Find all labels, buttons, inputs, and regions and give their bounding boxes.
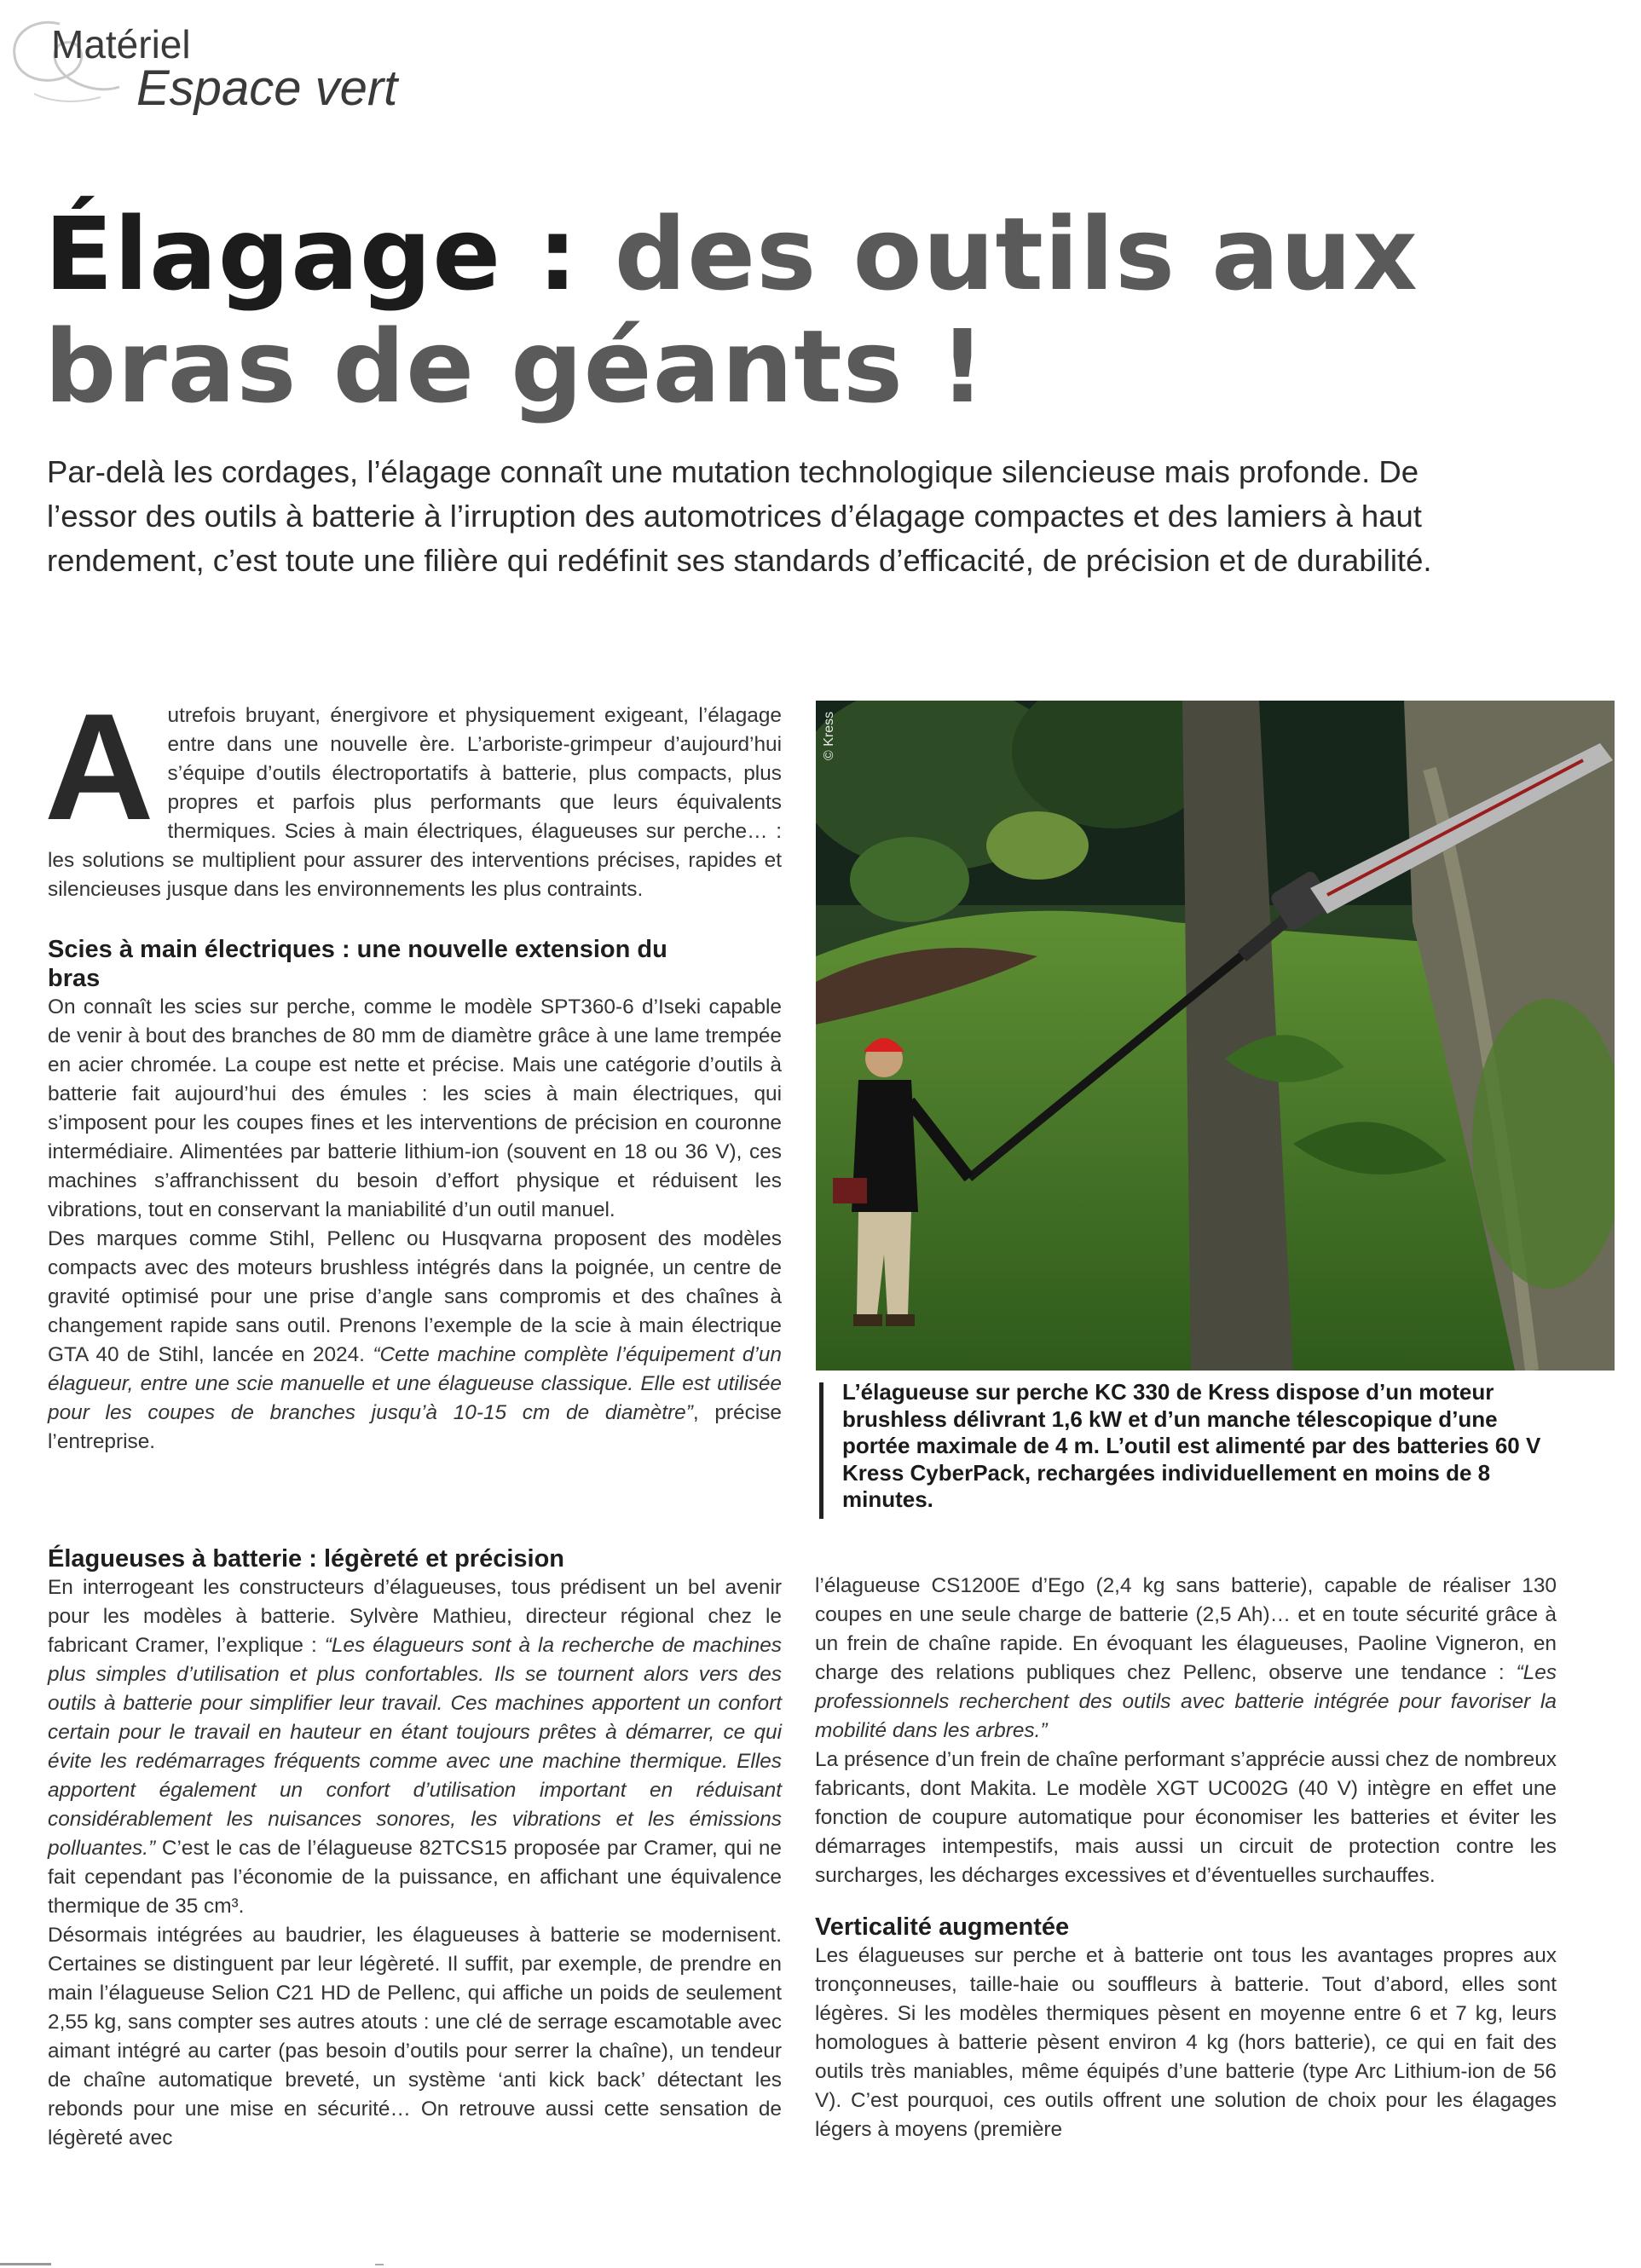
headline-part2: des outils aux bras de géants ! [44, 195, 1419, 425]
page-bottom-edge [0, 2260, 1641, 2268]
caption-rule [819, 1382, 823, 1519]
section2-paragraph-1 [48, 1573, 782, 1921]
left-column-lower [48, 1544, 782, 2153]
right-paragraph-3: Les élagueuses sur perche et à batterie ont tous les avantages propres aux tronçonneuses, taille-haie ou souffleurs à batterie. Tout d’abord, elles sont légères. Si les modèles thermiques pèsent en moyenne entre 6 et 7 kg, leurs homologues à batterie pèsent environ 4 kg (hors batterie), ce qui en fait des outils très maniables, même équipés d’une batterie (type Arc Lithium-ion de 56 V). C’est pourquoi, ces outils offrent une solution de choix pour les élagages légers à moyens (première [815, 1944, 1557, 2141]
section1-p2-quote: “Cette machine complète l’équipement d’un élagueur, entre une scie manuelle et une élagueuse classique. Elle est utilisée pour les coupes de branches jusqu’à 10-15 cm de diamètre” [48, 1343, 782, 1424]
article-photo [816, 701, 1615, 1371]
drop-cap: A [44, 682, 154, 851]
verticalite-heading: Verticalité augmentée [815, 1913, 1070, 1941]
section1-heading: Scies à main électriques : une nouvelle extension du bras [48, 936, 667, 992]
intro-paragraph [44, 682, 782, 904]
headline-part1: Élagage : [44, 195, 579, 313]
section2-paragraph-2: Désormais intégrées au baudrier, les élagueuses à batterie se modernisent. Certaines se distinguent par leur légèreté. Il suffit, par exemple, de prendre en main l’élagueuse Selion C21 HD de Pellenc, qui affiche un poids de seulement 2,55 kg, sans compter ses autres atouts : une clé de serrage escamotable avec aimant intégré au carter (pas besoin d’outils pour serrer la chaîne), un tendeur de chaîne automatique breveté, un système ‘anti kick back’ détectant les rebonds pour une mise en sécurité… On retrouve aussi cette sensation de légèreté avec [48, 1924, 782, 2150]
section-title: Matériel [51, 22, 191, 66]
section1-p2-end: , précise l’entreprise. [48, 1401, 782, 1453]
photo-credit: © Kress [822, 711, 836, 760]
left-column-upper [44, 682, 782, 1457]
article-headline [44, 195, 1579, 425]
section2-heading: Élagueuses à batterie : légèreté et précision [48, 1545, 565, 1573]
intro-text: utrefois bruyant, énergivore et physiquement exigeant, l’élagage entre dans une nouvelle ère. L’arboriste-grimpeur d’aujourd’hui s’équipe d’outils électroportatifs à batterie, plus compacts, plus propres et parfois plus performants que leurs équivalents thermiques. Scies à main électriques, élagueuses sur perche… : les solutions se multiplient pour assurer des interventions précises, rapides et silencieuses jusque dans les environnements les plus contraints. [48, 704, 782, 901]
right-paragraph-2: La présence d’un frein de chaîne performant s’apprécie aussi chez de nombreux fabricants, dont Makita. Le modèle XGT UC002G (40 V) intègre en effet une fonction de coupure automatique pour économiser les batteries et éviter les démarrages intempestifs, mais aussi un circuit de protection contre les surcharges, les décharges excessives et d’éventuelles surchauffes. [815, 1748, 1557, 1887]
section1-p2-start: Des marques comme Stihl, Pellenc ou Husqvarna proposent des modèles compacts avec des moteurs brushless intégrés dans la poignée, un centre de gravité optimisé pour une prise d’angle sans compromis et des chaînes à changement rapide sans outil. Prenons l’exemple de la scie à main électrique GTA 40 de Stihl, lancée en 2024. [48, 1227, 782, 1366]
section2-p1-end: C’est le cas de l’élagueuse 82TCS15 proposée par Cramer, qui ne fait cependant pas l’économie de la puissance, en affichant une équivalence thermique de 35 cm³. [48, 1837, 782, 1918]
section2-p1-quote: “Les élagueurs sont à la recherche de machines plus simples d’utilisation et plus confortables. Ils se tournent alors vers des outils à batterie pour simplifier leur travail. Ces machines apportent un confort certain pour le travail en hauteur en étant toujours prêtes à démarrer, ce qui évite les redémarrages fréquents comme avec une machine thermique. Elles apportent également un confort d’utilisation important en réduisant considérablement les nuisances sonores, les vibrations et les émissions polluantes.” [48, 1634, 782, 1860]
section2-p1-start: En interrogeant les constructeurs d’élagueuses, tous prédisent un bel avenir pour les modèles à batterie. Sylvère Mathieu, directeur régional chez le fabricant Cramer, l’explique : [48, 1576, 782, 1657]
right-paragraph-1 [815, 1572, 1557, 1746]
right-p1-start: l’élagueuse CS1200E d’Ego (2,4 kg sans batterie), capable de réaliser 130 coupes en une seule charge de batterie (2,5 Ah)… et en toute sécurité grâce à un frein de chaîne rapide. En évoquant les élagueuses, Paoline Vigneron, en charge des relations publiques chez Pellenc, observe une tendance : [815, 1574, 1557, 1684]
section1-paragraph-2 [48, 1225, 782, 1457]
section-subtitle: Espace vert [136, 61, 398, 116]
photo-illustration [816, 701, 1615, 1371]
photo-caption: L’élagueuse sur perche KC 330 de Kress dispose d’un moteur brushless délivrant 1,6 kW et d’un manche télescopique d’une portée maximale de 4 m. L’outil est alimenté par des batteries 60 V Kress CyberPack, rechargées individuellement en moins de 8 minutes. [842, 1379, 1541, 1512]
right-p1-quote: “Les professionnels recherchent des outils avec batterie intégrée pour favoriser la mobilité dans les arbres.” [815, 1661, 1557, 1742]
right-column-lower [815, 1572, 1557, 2144]
section1-paragraph-1: On connaît les scies sur perche, comme le modèle SPT360-6 d’Iseki capable de venir à bout des branches de 80 mm de diamètre grâce à une lame trempée en acier chromée. La coupe est nette et précise. Mais une catégorie d’outils à batterie fait aujourd’hui des émules : les scies à main électriques, qui s’imposent pour les coupes fines et les interventions de précision en couronne intermédiaire. Alimentées par batterie lithium-ion (souvent en 18 ou 36 V), ces machines s’affranchissent du besoin d’effort physique et réduisent les vibrations, tout en conservant la maniabilité d’un outil manuel. [48, 995, 782, 1221]
article-lead: Par-delà les cordages, l’élagage connaît une mutation technologique silencieuse mais profonde. De l’essor des outils à batterie à l’irruption des automotrices d’élagage compactes et des lamiers à haut rendement, c’est toute une filière qui redéfinit ses standards d’efficacité, de précision et de durabilité. [47, 454, 1432, 578]
